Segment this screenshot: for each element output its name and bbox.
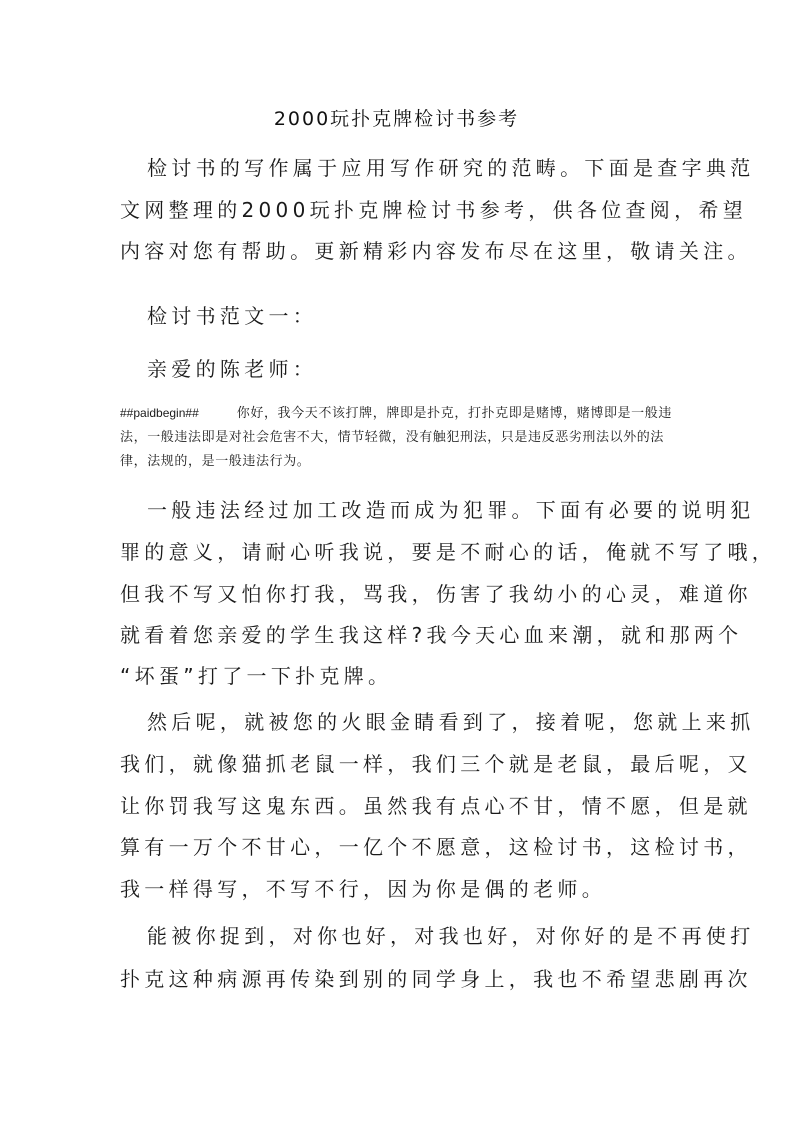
paragraph2-line-3: 但我不写又怕你打我，骂我，伤害了我幼小的心灵，难道你 xyxy=(120,582,752,606)
salutation: 亲爱的陈老师： xyxy=(147,357,318,381)
intro-line-1: 检讨书的写作属于应用写作研究的范畴。下面是查字典范 xyxy=(147,156,755,180)
small-line-1-text: 你好，我今天不该打牌，牌即是扑克，打扑克即是赌博，赌博即是一般违 xyxy=(236,406,672,421)
paragraph2-line-5: “坏蛋”打了一下扑克牌。 xyxy=(120,664,393,688)
small-line-3: 律，法规的，是一般违法行为。 xyxy=(120,454,311,469)
paragraph3-line-4: 算有一万个不甘心，一亿个不愿意，这检讨书，这检讨书， xyxy=(120,835,752,859)
intro-line-3: 内容对您有帮助。更新精彩内容发布尽在这里，敬请关注。 xyxy=(120,239,752,263)
paragraph3-line-3: 让你罚我写这鬼东西。虽然我有点心不甘，情不愿，但是就 xyxy=(120,794,752,818)
paragraph2-line-4: 就看着您亲爱的学生我这样?我今天心血来潮，就和那两个 xyxy=(120,623,743,647)
paragraph2-line-1: 一般违法经过加工改造而成为犯罪。下面有必要的说明犯 xyxy=(147,498,755,522)
document-title: 2000玩扑克牌检讨书参考 xyxy=(273,108,520,130)
small-line-2: 法，一般违法即是对社会危害不大，情节轻微，没有触犯刑法，只是违反恶劣刑法以外的法 xyxy=(120,430,665,445)
paragraph2-line-2: 罪的意义，请耐心听我说，要是不耐心的话，俺就不写了哦， xyxy=(120,540,777,564)
small-line-1 xyxy=(120,402,672,421)
paragraph4-line-2: 扑克这种病源再传染到别的同学身上，我也不希望悲剧再次 xyxy=(120,967,752,991)
paragraph3-line-2: 我们，就像猫抓老鼠一样，我们三个就是老鼠，最后呢，又 xyxy=(120,752,752,776)
section-heading: 检讨书范文一： xyxy=(147,304,318,328)
paragraph4-line-1: 能被你捉到，对你也好，对我也好，对你好的是不再使打 xyxy=(147,924,755,948)
paragraph3-line-5: 我一样得写，不写不行，因为你是偶的老师。 xyxy=(120,877,606,901)
intro-line-2: 文网整理的2000玩扑克牌检讨书参考，供各位查阅，希望 xyxy=(120,198,747,222)
paragraph3-line-1: 然后呢，就被您的火眼金睛看到了，接着呢，您就上来抓 xyxy=(147,710,755,734)
paid-marker: ##paidbegin## xyxy=(120,406,199,420)
